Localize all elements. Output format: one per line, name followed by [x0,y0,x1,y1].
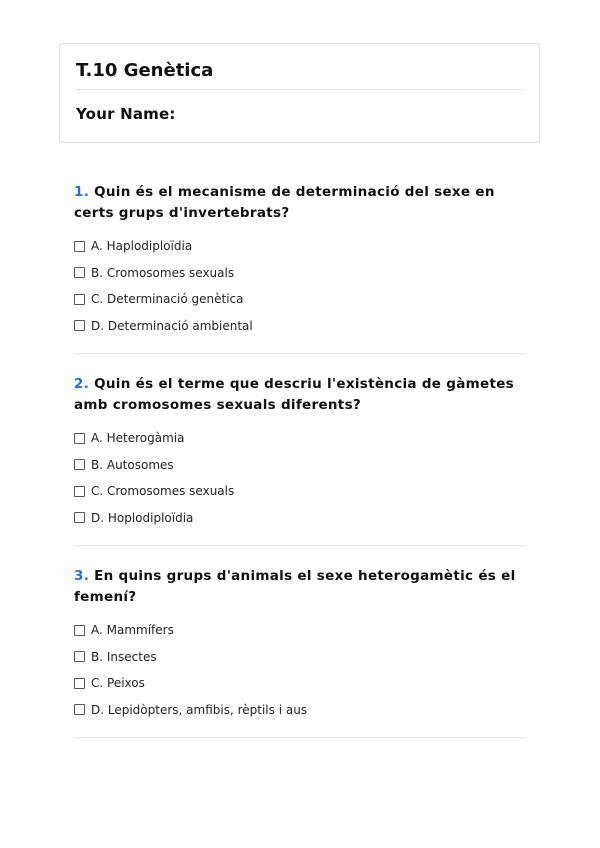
option-1b[interactable] [74,260,526,287]
checkbox[interactable] [74,486,85,497]
checkbox[interactable] [74,512,85,523]
option-label: D. Hoplodiploïdia [91,510,194,525]
checkbox[interactable] [74,651,85,662]
checkbox[interactable] [74,625,85,636]
option-label: A. Heterogàmia [91,431,185,446]
page-title: T.10 Genètica [76,60,214,81]
option-3c[interactable] [74,670,526,697]
checkbox[interactable] [74,320,85,331]
question-1 [74,182,526,354]
question-number: 1. [74,184,90,200]
option-1a[interactable] [74,233,526,260]
option-3b[interactable] [74,644,526,671]
option-label: B. Insectes [91,649,157,664]
option-label: D. Determinació ambiental [91,318,253,333]
checkbox[interactable] [74,241,85,252]
title-divider [76,89,523,90]
option-1c[interactable] [74,286,526,313]
option-2c[interactable] [74,478,526,505]
question-number: 3. [74,568,90,584]
option-label: C. Determinació genètica [91,292,244,307]
option-label: B. Autosomes [91,457,174,472]
option-2b[interactable] [74,452,526,479]
option-label: C. Peixos [91,676,145,691]
checkbox[interactable] [74,267,85,278]
option-2d[interactable] [74,505,526,532]
question-number: 2. [74,376,90,392]
checkbox[interactable] [74,704,85,715]
option-label: D. Lepidòpters, amfibis, rèptils i aus [91,702,308,717]
option-3a[interactable] [74,617,526,644]
checkbox[interactable] [74,294,85,305]
question-3 [74,566,526,738]
header-card [59,43,540,143]
quiz [74,182,526,758]
option-label: B. Cromosomes sexuals [91,265,235,280]
question-text: Quin és el terme que descriu l'existència de gàmetes amb cromosomes sexuals diferents? [74,376,515,413]
name-label: Your Name: [76,105,176,123]
question-2 [74,374,526,546]
question-text: Quin és el mecanisme de determinació del sexe en certs grups d'invertebrats? [74,184,495,221]
checkbox[interactable] [74,433,85,444]
option-2a[interactable] [74,425,526,452]
checkbox[interactable] [74,459,85,470]
checkbox[interactable] [74,678,85,689]
option-label: C. Cromosomes sexuals [91,484,235,499]
option-3d[interactable] [74,697,526,724]
question-text: En quins grups d'animals el sexe heterogamètic és el femení? [74,568,516,605]
option-label: A. Haplodiploïdia [91,239,193,254]
option-1d[interactable] [74,313,526,340]
option-label: A. Mammífers [91,623,174,638]
